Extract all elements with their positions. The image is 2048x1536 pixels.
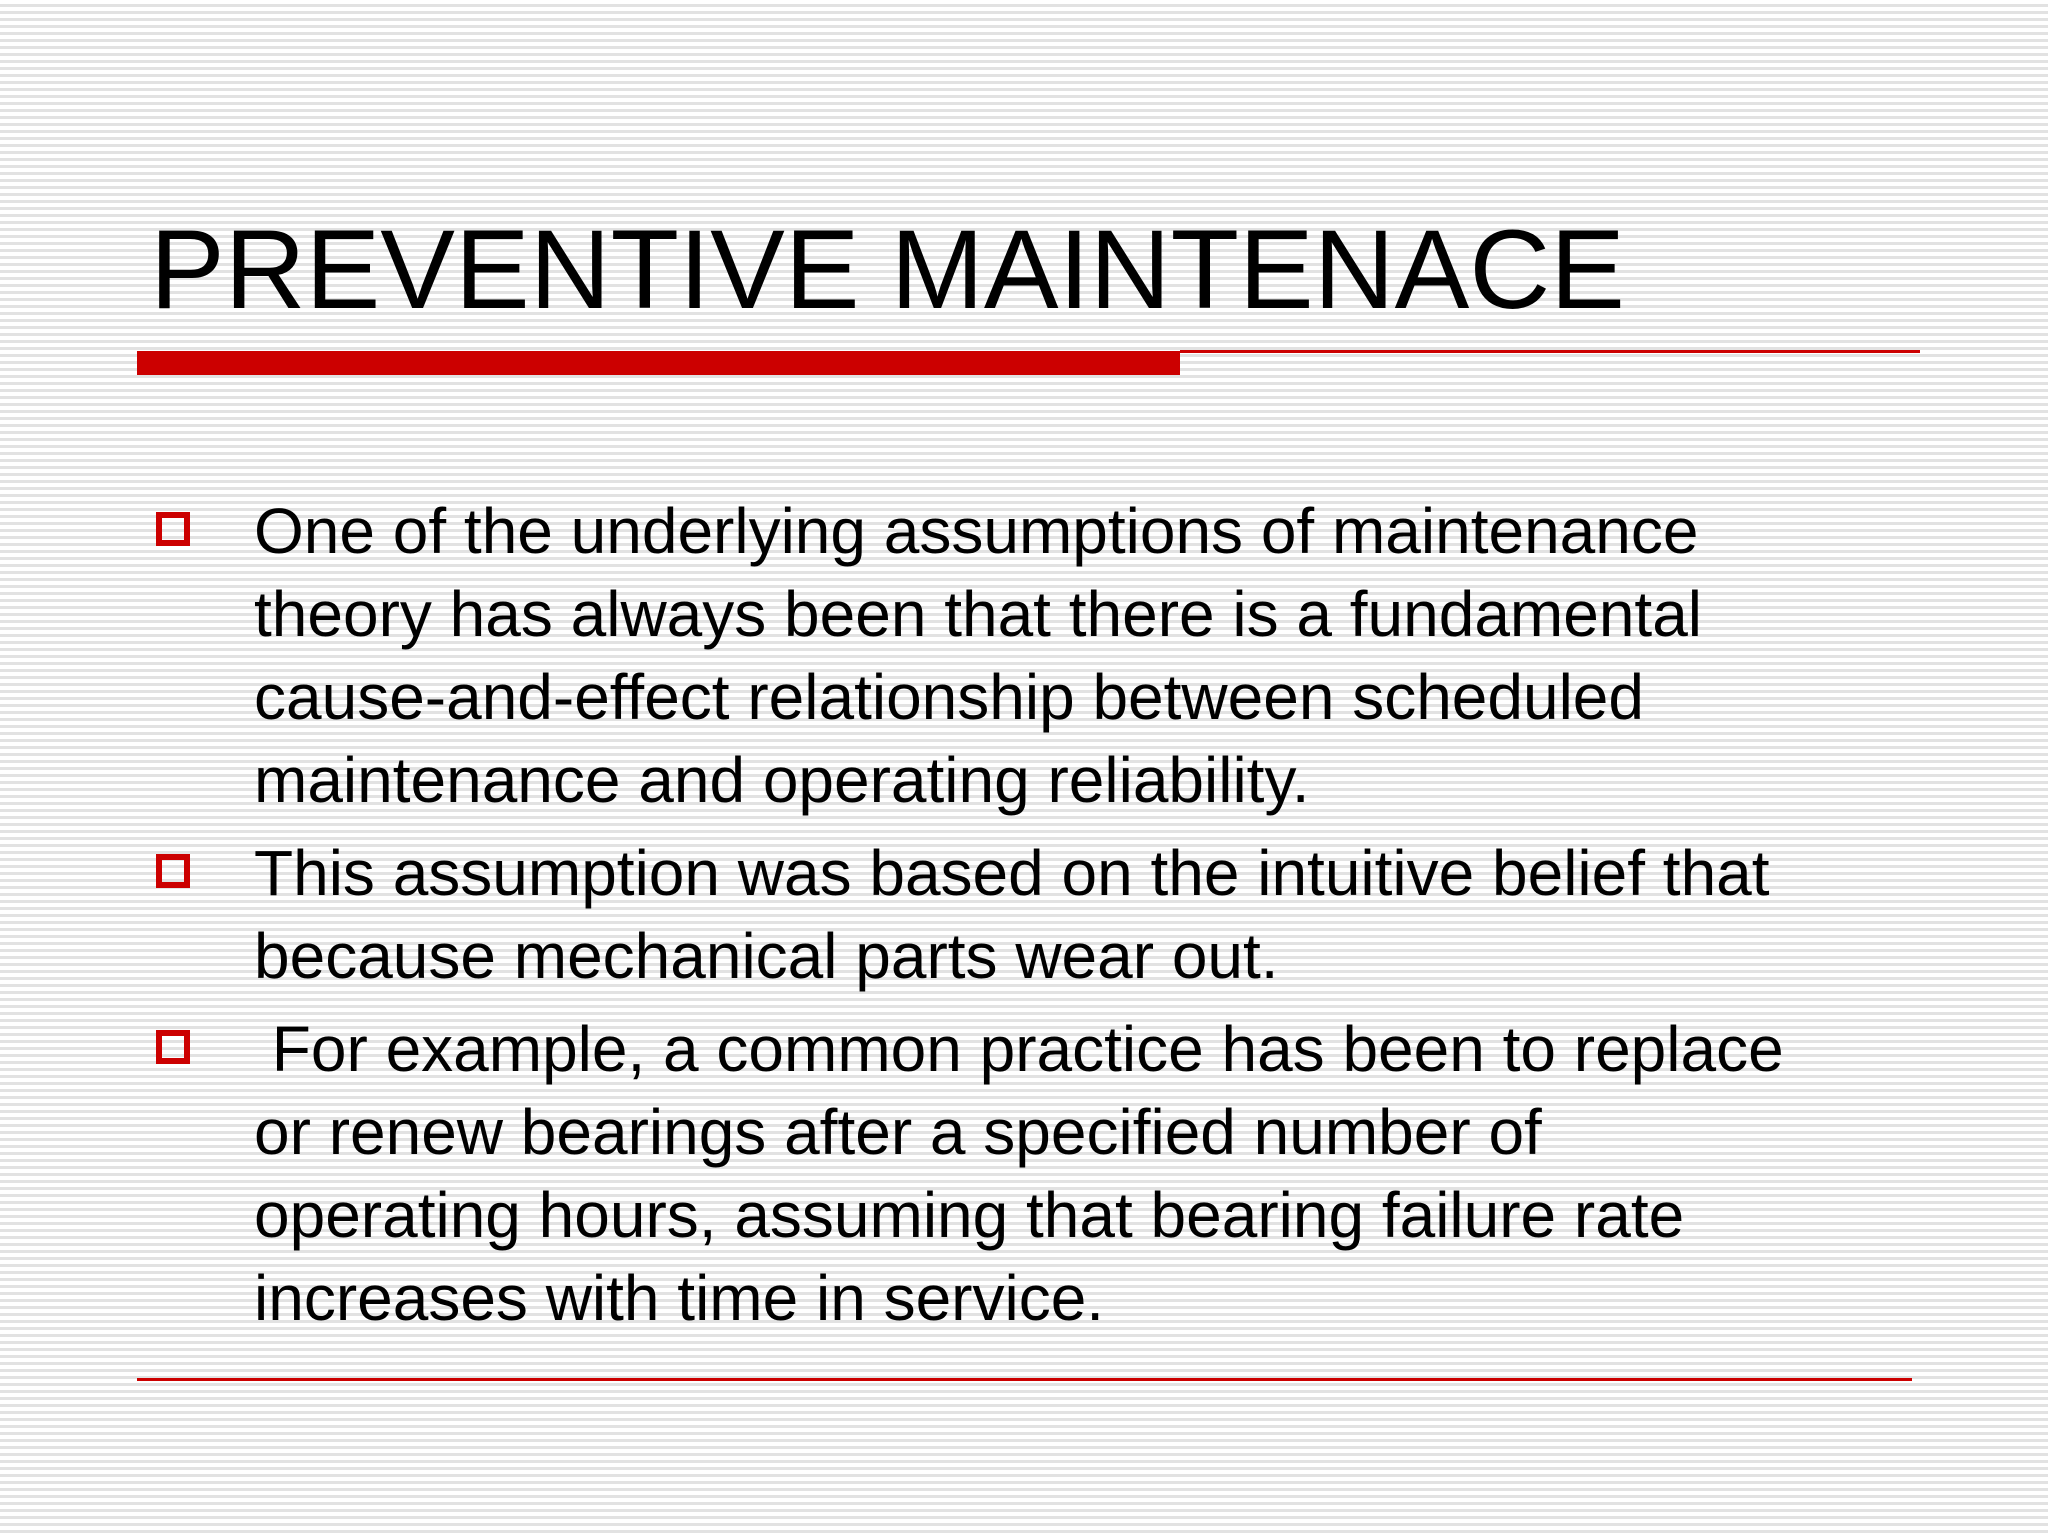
- bullet-item: [150, 490, 1910, 822]
- hollow-square-bullet-icon: [156, 512, 190, 546]
- bullet-text: This assumption was based on the intuitive belief that because mechanical parts wear out.: [254, 837, 1770, 992]
- title-underline-thick: [137, 351, 1180, 375]
- hollow-square-bullet-icon: [156, 1030, 190, 1064]
- title-underline-thin: [1180, 350, 1920, 353]
- bullet-text: For example, a common practice has been to replace or renew bearings after a specified number of operating hours, assuming that bearing failure rate increases with time in service.: [254, 1013, 1784, 1334]
- footer-divider: [137, 1378, 1912, 1381]
- slide-title: PREVENTIVE MAINTENACE: [150, 207, 1625, 332]
- bullet-list: [150, 490, 1910, 1350]
- hollow-square-bullet-icon: [156, 854, 190, 888]
- bullet-text: One of the underlying assumptions of maintenance theory has always been that there is a fundamental cause-and-effect relationship between scheduled maintenance and operating reliability.: [254, 495, 1702, 816]
- bullet-item: [150, 832, 1910, 998]
- bullet-item: [150, 1008, 1910, 1340]
